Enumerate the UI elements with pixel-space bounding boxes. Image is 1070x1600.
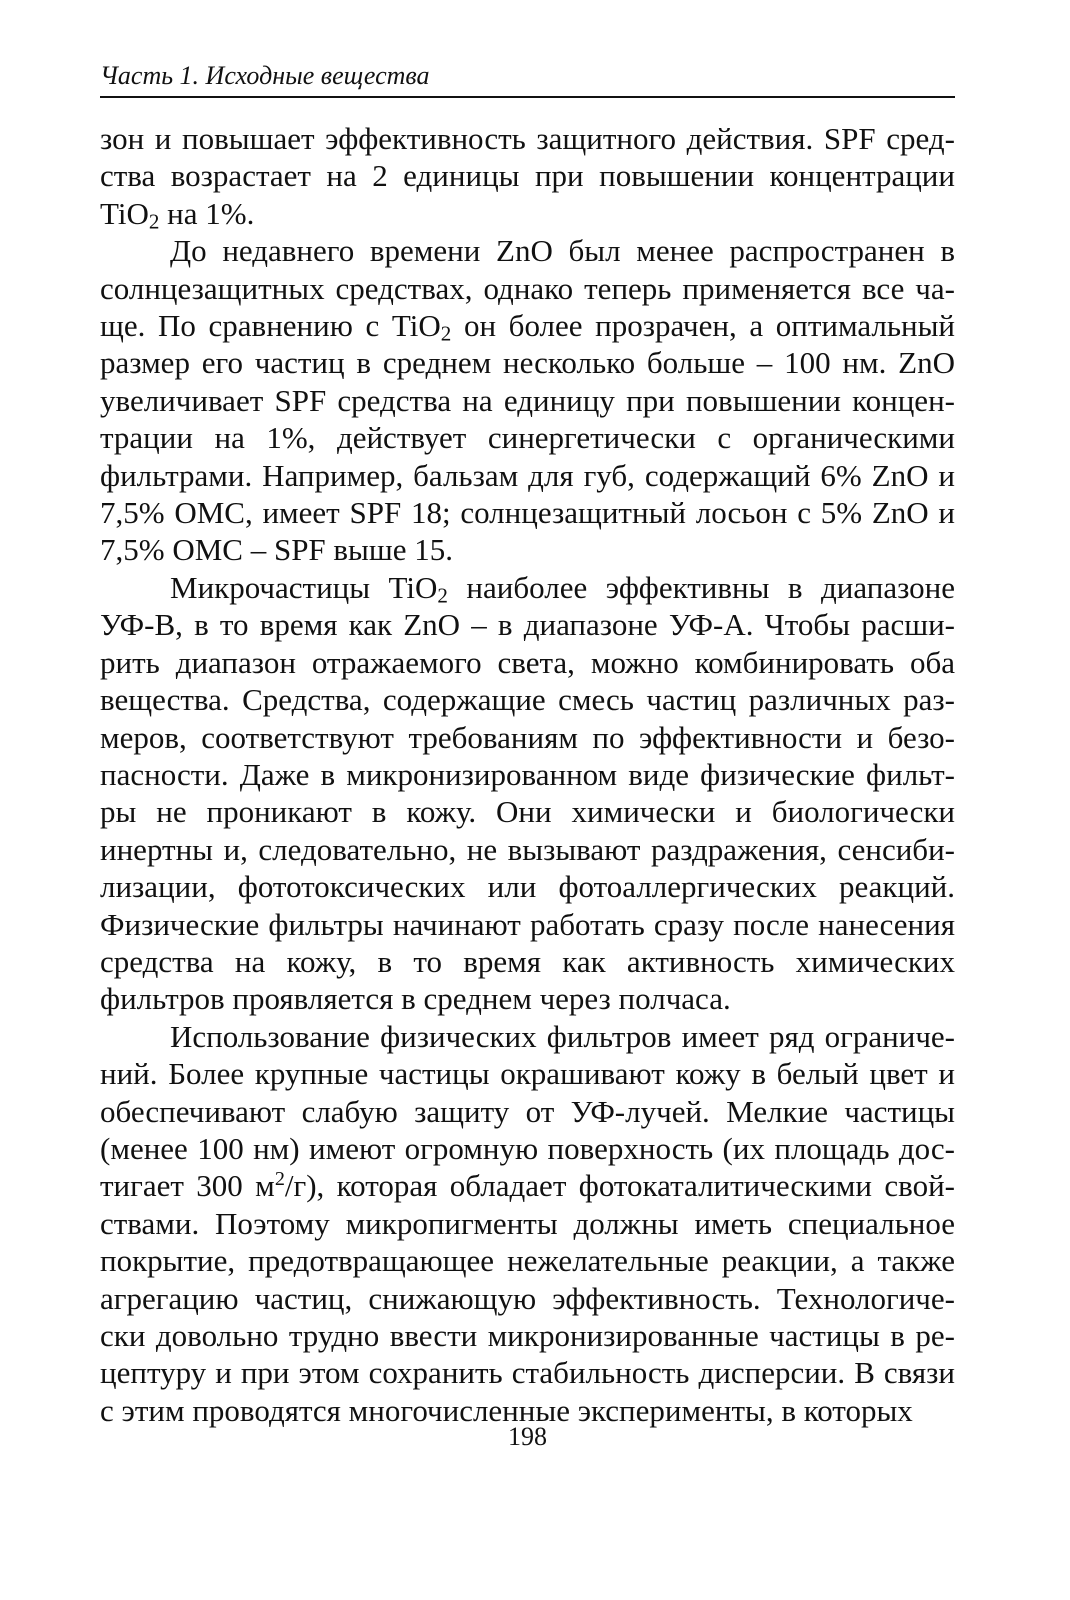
running-header: Часть 1. Исходные вещества (100, 60, 955, 98)
superscript: 2 (274, 1168, 285, 1191)
subscript: 2 (440, 321, 452, 346)
paragraph-2-text-a: До недавнего времени ZnO был менее распространен в солнцезащитных средствах, однако теперь применяется все чаще. По сравнению с TiO (100, 233, 955, 344)
paragraph-1-text-a: зон и повышает эффективность защитного действия. SPF средства возрастает на 2 единицы при повышении концентрации TiO (100, 121, 955, 231)
paragraph-2 (100, 232, 955, 569)
paragraph-4 (100, 1018, 955, 1429)
paragraph-1 (100, 120, 955, 232)
paragraph-1-text-b: на 1%. (159, 195, 255, 231)
subscript: 2 (148, 209, 160, 234)
paragraph-2-text-b: он более прозрачен, а оптимальный размер его частиц в среднем несколько больше – 100 нм. ZnO увеличивает SPF средства на единицу при повышении концентрации на 1%, действует синергетически с органическими фильтрами. Например, бальзам для губ, содержащий 6% ZnO и 7,5% OMC, имеет SPF 18; солнцезащитный лосьон с 5% ZnO и 7,5% OMC – SPF выше 15. (100, 308, 956, 568)
subscript: 2 (437, 583, 448, 608)
paragraph-3 (100, 569, 955, 1018)
paragraph-3-text-b: наиболее эффективны в диапазоне УФ-В, в то время как ZnO – в диапазоне УФ-А. Чтобы расширить диапазон отражаемого света, можно комбинировать оба вещества. Средства, содержащие смесь частиц различных размеров, соответствуют требованиям по эффективности и безопасности. Даже в микронизированном виде физические фильтры не проникают в кожу. Они химически и биологически инертны и, следовательно, не вызывают раздражения, сенсибилизации, фототоксических или фотоаллергических реакций. Физические фильтры начинают работать сразу после нанесения средства на кожу, в то время как активность химических фильтров проявляется в среднем через полчаса. (100, 569, 955, 1017)
page-number: 198 (508, 1422, 547, 1451)
book-page (100, 60, 955, 1560)
paragraph-3-text-a: Микрочастицы TiO (170, 569, 438, 605)
paragraph-4-text-a: Использование физических фильтров имеет ряд ограничений. Более крупные частицы окрашивают кожу в белый цвет и обеспечивают слабую защиту от УФ-лучей. Мелкие частицы (менее 100 нм) имеют огромную поверхность (их площадь достигает 300 м (100, 1018, 955, 1204)
paragraph-4-text-b: /г), которая обладает фотокаталитическими свойствами. Поэтому микропигменты должны иметь специальное покрытие, предотвращающее нежелательные реакции, а также агрегацию частиц, снижающую эффективность. Технологически довольно трудно ввести микронизированные частицы в рецептуру и при этом сохранить стабильность дисперсии. В связи с этим проводятся многочисленные эксперименты, в которых (100, 1168, 955, 1428)
